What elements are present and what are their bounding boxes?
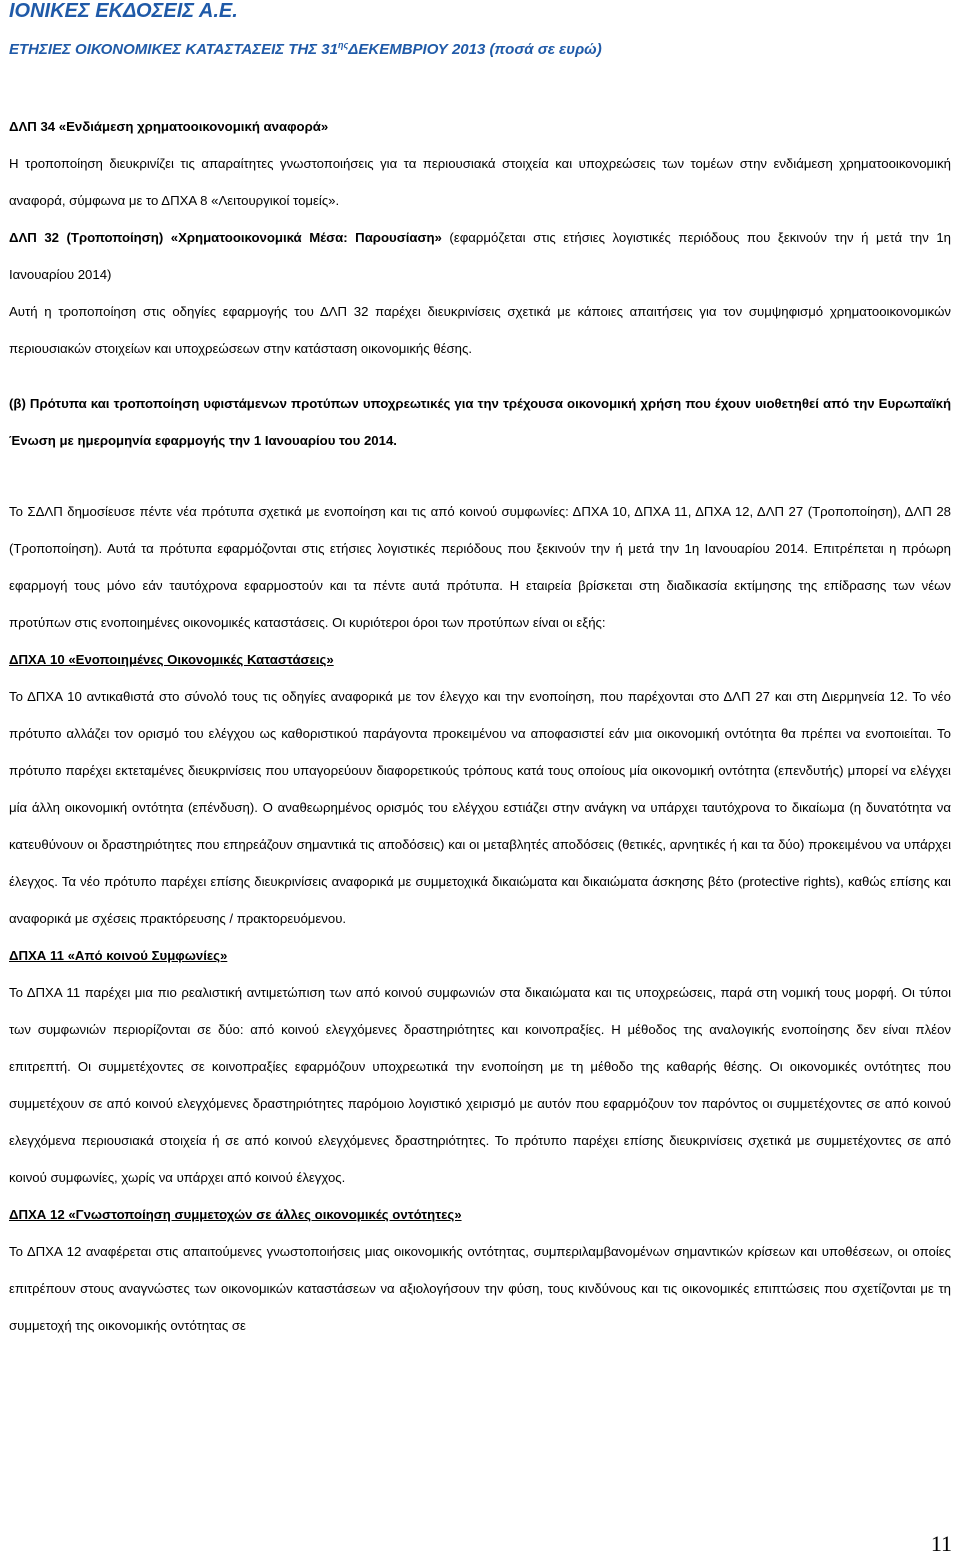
dlp34-paragraph: Η τροποποίηση διευκρινίζει τις απαραίτητες γνωστοποιήσεις για τα περιουσιακά στοιχεία και υποχρεώσεις των τομέων στην ενδιάμεση χρηματοοικονομική αναφορά, σύμφωνα με το ΔΠΧΑ 8 «Λειτουργικοί τομείς». <box>9 156 951 208</box>
report-subtitle <box>9 36 949 59</box>
dpxa10-paragraph: Το ΔΠΧΑ 10 αντικαθιστά στο σύνολό τους τις οδηγίες αναφορικά με τον έλεγχο και την ενοποίηση, που παρέχονται στο ΔΛΠ 27 και στη Διερμηνεία 12. Το νέο πρότυπο αλλάζει τον ορισμό του ελέγχου ως καθοριστικού παράγοντα προκειμένου να αποφασιστεί εάν μια οικονομική οντότητα θα πρέπει να ενοποιείται. Το πρότυπο παρέχει εκτεταμένες διευκρινίσεις που υπαγορεύουν διαφορετικούς τρόπους κατά τους οποίους μία οικονομική οντότητα (επενδυτής) μπορεί να ελέγχει μία άλλη οικονομική οντότητα (επένδυση). Ο αναθεωρημένος ορισμός του ελέγχου εστιάζει στην ανάγκη να υπάρχει ταυτόχρονα το δικαίωμα (η δυνατότητα να κατευθύνουν οι δραστηριότητες που επηρεάζουν σημαντικά τις αποδόσεις) και οι μεταβλητές αποδόσεις (θετικές, αρνητικές ή και τα δύο) προκειμένου να υπάρχει έλεγχος. Τα νέο πρότυπο παρέχει επίσης διευκρινίσεις αναφορικά με συμμετοχικά δικαιώματα και δικαιώματα άσκησης βέτο (protective rights), καθώς επίσης και αναφορικά με σχέσεις πρακτόρευσης / πρακτορευόμενου. <box>9 689 951 926</box>
dlp32-paragraph-intro <box>9 219 951 293</box>
dlp34-heading: ΔΛΠ 34 «Ενδιάμεση χρηματοοικονομική αναφορά» <box>9 119 329 134</box>
company-name: ΙΟΝΙΚΕΣ ΕΚΔΟΣΕΙΣ Α.Ε. <box>9 0 238 22</box>
dpxa12-heading-text: ΔΠΧΑ 12 «Γνωστοποίηση συμμετοχών σε άλλες οικονομικές οντότητες» <box>9 1207 462 1222</box>
subtitle-ordinal: ης <box>338 40 349 50</box>
dlp32-paragraph: Αυτή η τροποποίηση στις οδηγίες εφαρμογής του ΔΛΠ 32 παρέχει διευκρινίσεις σχετικά με κάποιες απαιτήσεις για τον συμψηφισμό χρηματοοικονομικών περιουσιακών στοιχείων και υποχρεώσεων στην κατάσταση οικονομικής θέσης. <box>9 304 951 356</box>
dlp32-note: (εφαρμόζεται στις ετήσιες λογιστικές περιόδους που ξεκινούν την ή μετά την 1η Ιανουαρίου 2014) <box>9 230 951 282</box>
page-number: 11 <box>930 1531 952 1556</box>
dpxa10-heading <box>9 641 951 678</box>
document-body <box>9 108 951 1344</box>
page-header <box>9 0 949 59</box>
dlp32-heading: ΔΛΠ 32 (Τροποποίηση) «Χρηματοοικονομικά Μέσα: Παρουσίαση» <box>9 230 442 245</box>
subtitle-date: ΔΕΚΕΜΒΡΙΟΥ 2013 (ποσά σε ευρώ) <box>348 41 602 58</box>
subtitle-main: ΕΤΗΣΙΕΣ ΟΙΚΟΝΟΜΙΚΕΣ ΚΑΤΑΣΤΑΣΕΙΣ ΤΗΣ 31 <box>9 41 338 58</box>
dpxa11-paragraph: Το ΔΠΧΑ 11 παρέχει μια πιο ρεαλιστική αντιμετώπιση των από κοινού συμφωνιών στα δικαιώματα και τις υποχρεώσεις, παρά στη νομική τους μορφή. Οι τύποι των συμφωνιών περιορίζονται σε δύο: από κοινού ελεγχόμενες δραστηριότητες και κοινοπραξίες. Η μέθοδος της αναλογικής ενοποίησης δεν είναι πλέον επιτρεπτή. Οι συμμετέχοντες σε κοινοπραξίες εφαρμόζουν υποχρεωτικά την ενοποίηση με τη μέθοδο της καθαρής θέσης. Οι οικονομικές οντότητες που συμμετέχουν σε από κοινού ελεγχόμενες δραστηριότητες παρόμοιο λογιστικό χειρισμό με αυτόν που εφαρμόζουν τον παρόντος οι συμμετέχοντες σε από κοινού ελεγχόμενα περιουσιακά στοιχεία ή σε από κοινού ελεγχόμενες δραστηριότητες. Το πρότυπο παρέχει επίσης διευκρινίσεις σχετικά με συμμετέχοντες σε από κοινού συμφωνίες, χωρίς να υπάρχει από κοινού έλεγχος. <box>9 985 951 1185</box>
dpxa12-heading <box>9 1196 951 1233</box>
dpxa12-paragraph: Το ΔΠΧΑ 12 αναφέρεται στις απαιτούμενες γνωστοποιήσεις μιας οικονομικής οντότητας, συμπεριλαμβανομένων σημαντικών κρίσεων και υποθέσεων, οι οποίες επιτρέπουν στους αναγνώστες των οικονομικών καταστάσεων να αξιολογήσουν την φύση, τους κινδύνους και τις οικονομικές επιπτώσεις που σχετίζονται με τη συμμετοχή της οικονομικής οντότητας σε <box>9 1244 951 1333</box>
dpxa11-heading-text: ΔΠΧΑ 11 «Από κοινού Συμφωνίες» <box>9 948 228 963</box>
section-b-heading: (β) Πρότυπα και τροποποίηση υφιστάμενων προτύπων υποχρεωτικές για την τρέχουσα οικονομική χρήση που έχουν υιοθετηθεί από την Ευρωπαϊκή Ένωση με ημερομηνία εφαρμογής την 1 Ιανουαρίου του 2014. <box>9 396 951 448</box>
dpxa10-heading-text: ΔΠΧΑ 10 «Ενοποιημένες Οικονομικές Καταστάσεις» <box>9 652 334 667</box>
intro-paragraph: Το ΣΔΛΠ δημοσίευσε πέντε νέα πρότυπα σχετικά με ενοποίηση και τις από κοινού συμφωνίες: ΔΠΧΑ 10, ΔΠΧΑ 11, ΔΠΧΑ 12, ΔΛΠ 27 (Τροποποίηση), ΔΛΠ 28 (Τροποποίηση). Αυτά τα πρότυπα εφαρμόζονται στις ετήσιες λογιστικές περιόδους που ξεκινούν την ή μετά την 1η Ιανουαρίου 2014. Επιτρέπεται η πρόωρη εφαρμογή τους μόνο εάν ταυτόχρονα εφαρμοστούν και τα πέντε αυτά πρότυπα. Η εταιρεία βρίσκεται στη διαδικασία εκτίμησης της επίδρασης των νέων προτύπων στις ενοποιημένες οικονομικές καταστάσεις. Οι κυριότεροι όροι των προτύπων είναι οι εξής: <box>9 504 951 630</box>
dpxa11-heading <box>9 937 951 974</box>
